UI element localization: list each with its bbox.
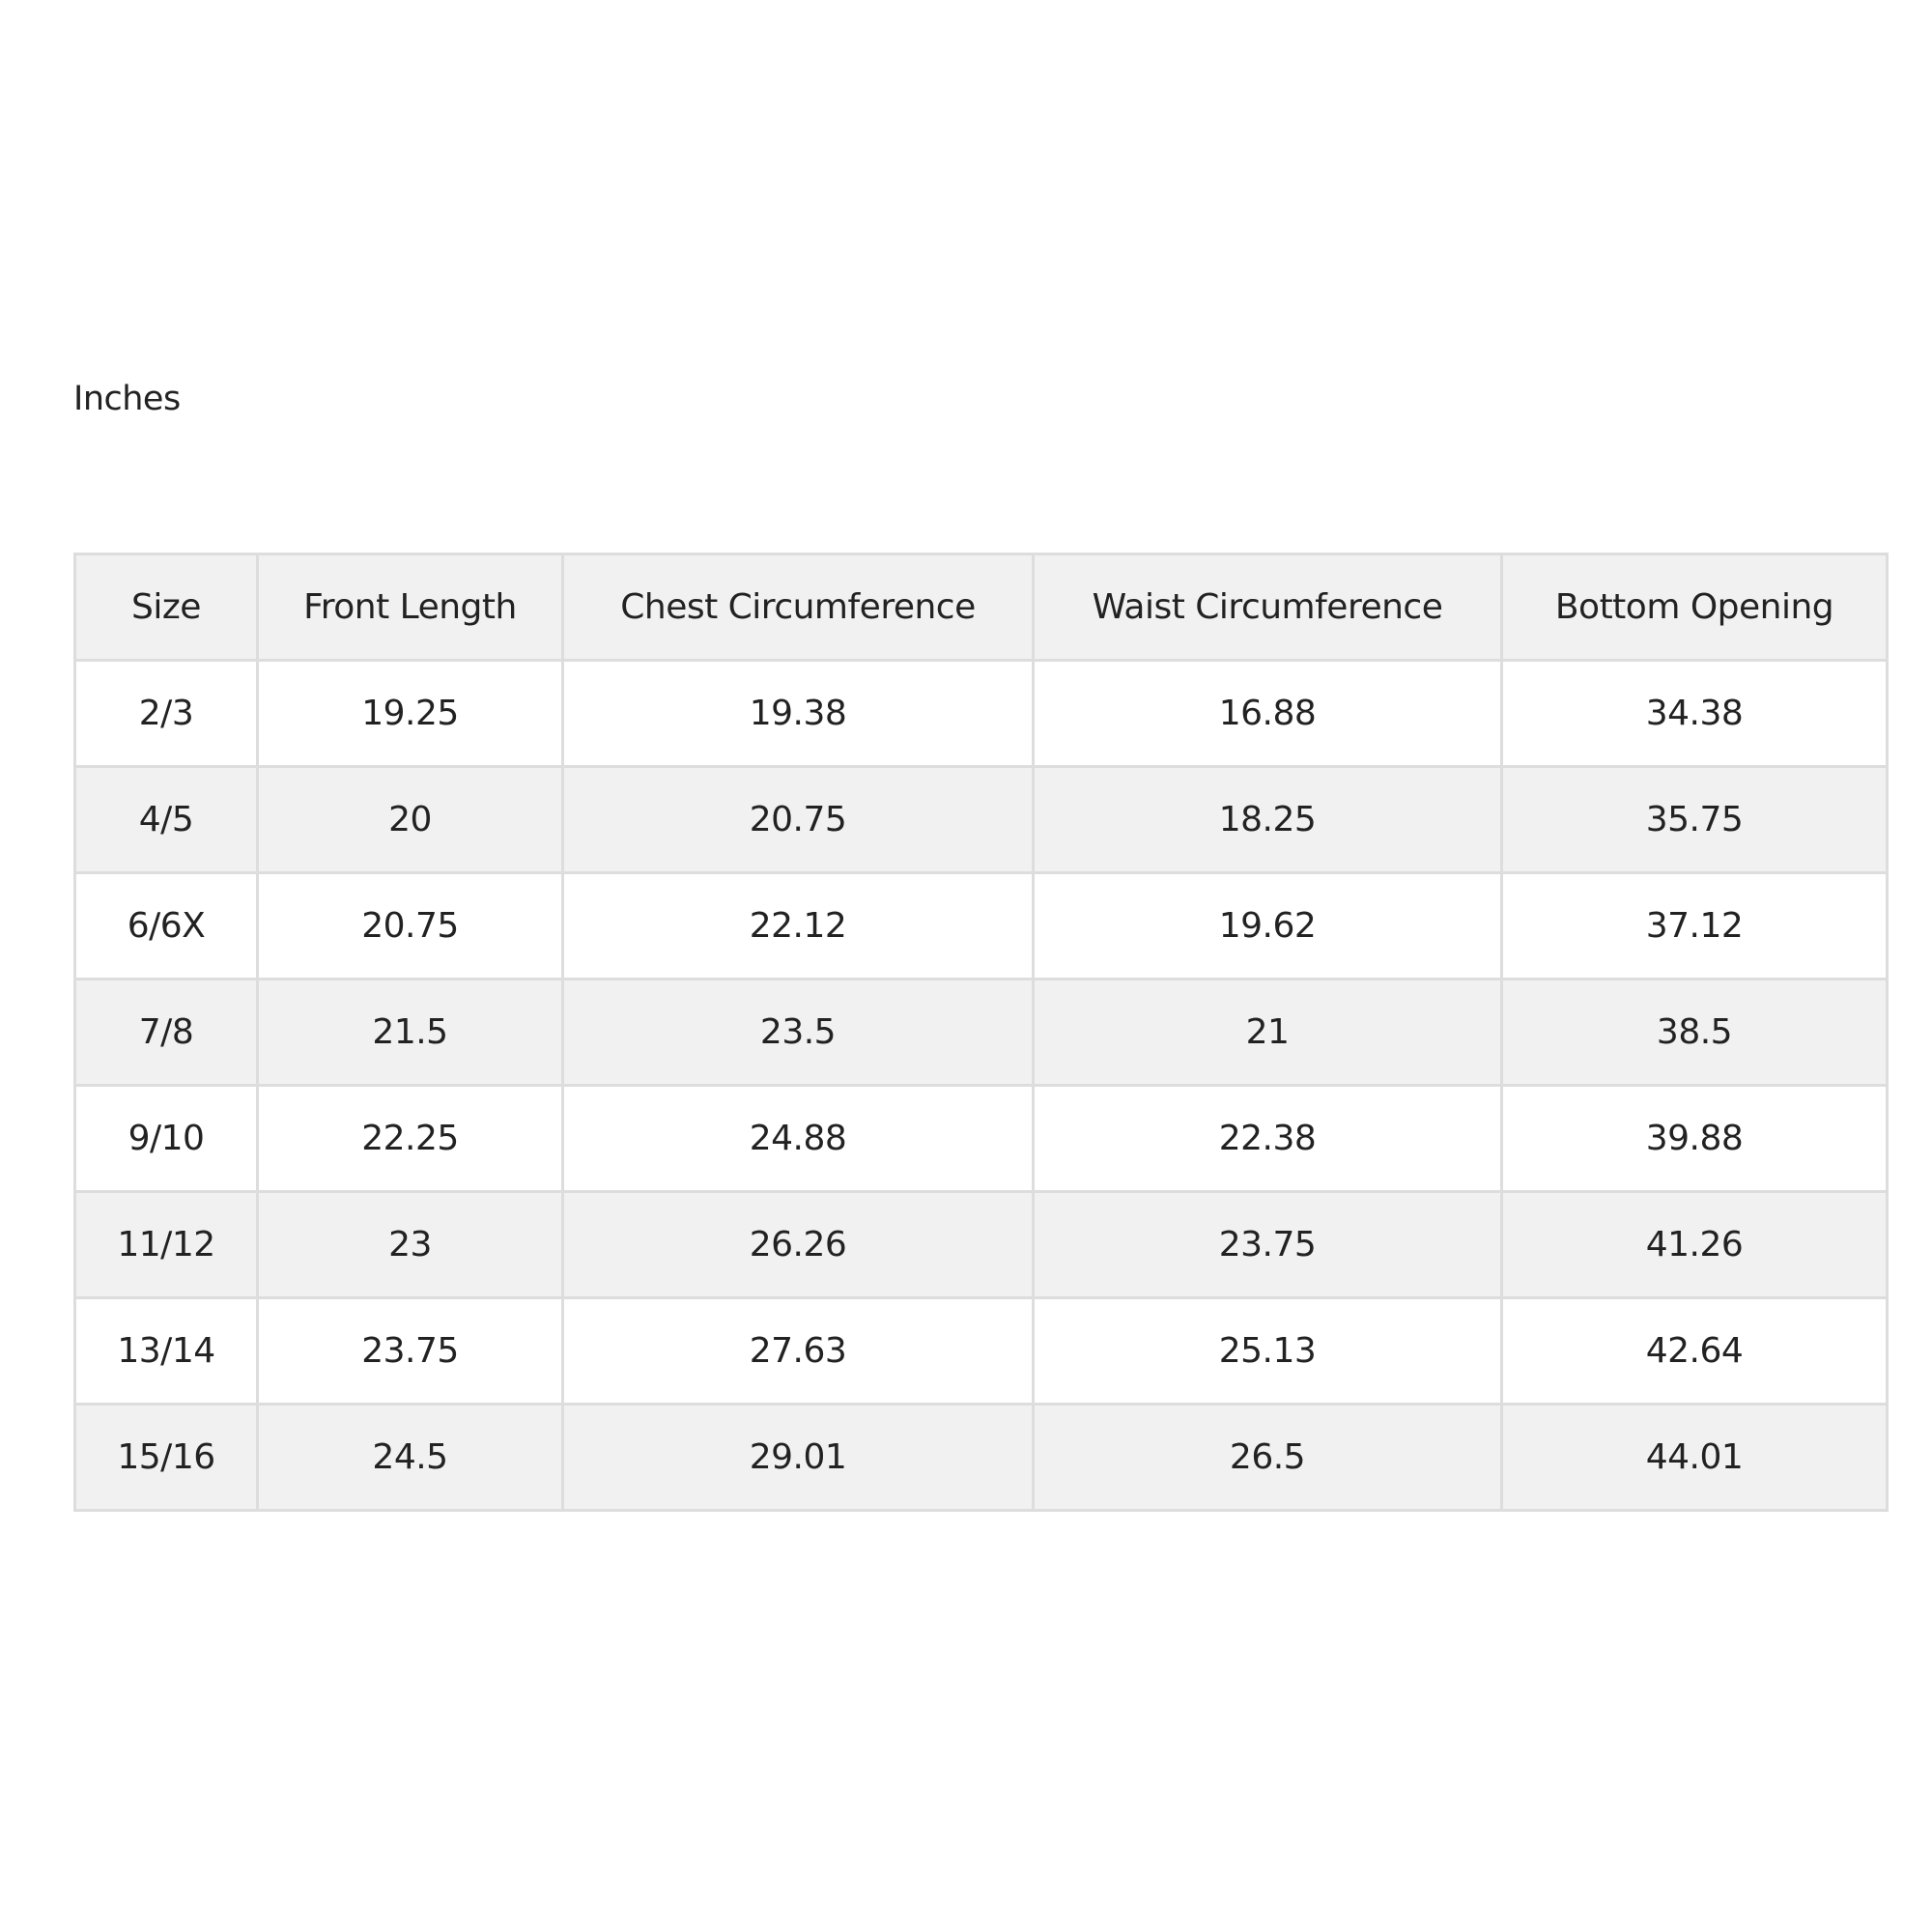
cell-size: 15/16 [75,1405,258,1511]
cell-waist-circumference: 19.62 [1034,873,1502,980]
cell-waist-circumference: 26.5 [1034,1405,1502,1511]
table-row [75,767,1888,873]
cell-chest-circumference: 23.5 [563,980,1034,1086]
cell-waist-circumference: 16.88 [1034,661,1502,767]
table-row [75,1405,1888,1511]
cell-front-length: 21.5 [258,980,563,1086]
cell-chest-circumference: 29.01 [563,1405,1034,1511]
cell-front-length: 20 [258,767,563,873]
cell-bottom-opening: 38.5 [1502,980,1888,1086]
header-waist-circumference: Waist Circumference [1034,554,1502,661]
table-row [75,980,1888,1086]
cell-bottom-opening: 41.26 [1502,1192,1888,1298]
cell-front-length: 24.5 [258,1405,563,1511]
cell-chest-circumference: 27.63 [563,1298,1034,1405]
cell-waist-circumference: 21 [1034,980,1502,1086]
cell-front-length: 20.75 [258,873,563,980]
table-header-row [75,554,1888,661]
cell-bottom-opening: 42.64 [1502,1298,1888,1405]
cell-size: 6/6X [75,873,258,980]
cell-chest-circumference: 22.12 [563,873,1034,980]
cell-chest-circumference: 24.88 [563,1086,1034,1192]
table-row [75,661,1888,767]
header-size: Size [75,554,258,661]
cell-front-length: 23.75 [258,1298,563,1405]
cell-bottom-opening: 34.38 [1502,661,1888,767]
header-front-length: Front Length [258,554,563,661]
cell-bottom-opening: 35.75 [1502,767,1888,873]
cell-waist-circumference: 25.13 [1034,1298,1502,1405]
header-chest-circumference: Chest Circumference [563,554,1034,661]
cell-bottom-opening: 37.12 [1502,873,1888,980]
cell-bottom-opening: 44.01 [1502,1405,1888,1511]
cell-chest-circumference: 20.75 [563,767,1034,873]
table-row [75,873,1888,980]
cell-front-length: 23 [258,1192,563,1298]
table-row [75,1298,1888,1405]
size-chart-table [73,553,1889,1512]
cell-waist-circumference: 23.75 [1034,1192,1502,1298]
cell-waist-circumference: 18.25 [1034,767,1502,873]
cell-chest-circumference: 19.38 [563,661,1034,767]
cell-front-length: 19.25 [258,661,563,767]
cell-size: 7/8 [75,980,258,1086]
unit-label: Inches [73,380,181,418]
cell-waist-circumference: 22.38 [1034,1086,1502,1192]
cell-front-length: 22.25 [258,1086,563,1192]
cell-size: 13/14 [75,1298,258,1405]
cell-size: 2/3 [75,661,258,767]
cell-size: 11/12 [75,1192,258,1298]
cell-bottom-opening: 39.88 [1502,1086,1888,1192]
cell-size: 9/10 [75,1086,258,1192]
table-row [75,1086,1888,1192]
header-bottom-opening: Bottom Opening [1502,554,1888,661]
table-row [75,1192,1888,1298]
cell-size: 4/5 [75,767,258,873]
cell-chest-circumference: 26.26 [563,1192,1034,1298]
